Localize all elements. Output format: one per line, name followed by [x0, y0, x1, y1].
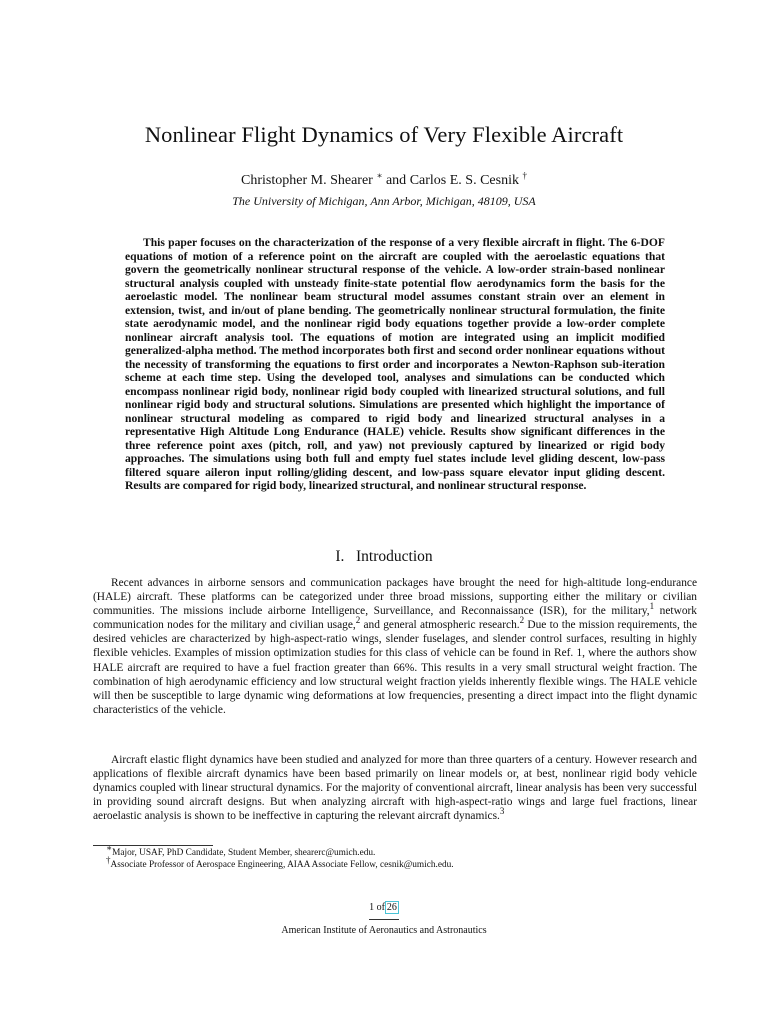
citation-ref-2: 2 [519, 615, 525, 626]
affiliation: The University of Michigan, Ann Arbor, Michigan, 48109, USA [232, 194, 536, 208]
author-2-footnote-mark: † [522, 170, 527, 181]
footnotes [106, 843, 696, 872]
page-total-link[interactable]: 26 [386, 902, 397, 913]
text-run: Due to the mission requirements, the desired vehicles are characterized by high-aspect-ratio wings, slender fuselages, and slender control surfaces, resulting in highly flexible vehicles. Examples of mission optimization studies for this class of vehicle can be found in Ref. 1, where the authors show HALE aircraft are required to have a fuel fraction greater than 66%. This results in a very small structural weight fraction. The combination of high aerodynamic efficiency and low structural weight fraction yields inherently flexible wings. The HALE vehicle will then be susceptible to large dynamic wing deformations at low frequencies, presenting a direct impact into the flight dynamic characteristics of the vehicle. [93, 619, 697, 716]
author-1: Christopher M. Shearer [241, 173, 373, 188]
text-run: network communication nodes for the military and civilian usage, [93, 605, 697, 632]
publisher: American Institute of Aeronautics and Astronautics [281, 925, 487, 936]
text-run: and general atmospheric research. [360, 619, 520, 632]
author-line [0, 170, 768, 189]
footnote-mark: ∗ [106, 843, 113, 853]
text-run: Aircraft elastic flight dynamics have been studied and analyzed for more than three quarters of a century. However research and applications of flexible aircraft dynamics have been based primarily on linear models or, at best, nonlinear rigid body vehicle dynamics coupled with linear structural dynamics. For the majority of conventional aircraft, linear analysis has been very successful in providing sound aircraft designs. But when analyzing aircraft with high-aspect-ratio wings and large fuel fractions, linear aeroelastic analysis is shown to be ineffective in capturing the relevant aircraft dynamics. [93, 754, 697, 823]
author-2: Carlos E. S. Cesnik [409, 173, 519, 188]
citation-ref-2: 2 [355, 615, 361, 626]
footnote-text: Major, USAF, PhD Candidate, Student Member, shearerc@umich.edu. [112, 848, 376, 859]
section-number: I. [335, 548, 345, 565]
page-current: 1 [369, 902, 375, 913]
paper-title: Nonlinear Flight Dynamics of Very Flexible Aircraft [144, 122, 624, 147]
footer-divider [369, 919, 399, 920]
footnote-mark: † [106, 854, 111, 865]
intro-paragraph-2 [93, 753, 697, 823]
intro-paragraph-1 [93, 576, 697, 717]
author-conjunction: and [385, 173, 407, 188]
text-run: Recent advances in airborne sensors and communication packages have brought the need for high-altitude long-endurance (HALE) aircraft. These platforms can be categorized under three broad missions, supporting either the military or civilian communities. The missions include airborne Intelligence, Surveillance, and Reconnaissance (ISR), for the military, [93, 577, 697, 618]
footnote-text: Associate Professor of Aerospace Engineering, AIAA Associate Fellow, cesnik@umich.edu. [110, 859, 454, 870]
section-heading-introduction [0, 548, 768, 566]
footnote-2 [106, 854, 696, 872]
footnote-1 [106, 843, 696, 860]
citation-ref-1: 1 [649, 601, 655, 612]
page-of: of [376, 902, 385, 913]
section-title: Introduction [356, 548, 433, 565]
author-1-footnote-mark: ∗ [376, 170, 383, 181]
abstract: This paper focuses on the characterization of the response of a very flexible aircraft in flight. The 6-DOF equations of motion of a reference point on the aircraft are coupled with the aeroelastic equations that govern the geometrically nonlinear structural response of the vehicle. A low-order strain-based nonlinear structural analysis coupled with unsteady finite-state potential flow aerodynamics form the basis for the aeroelastic model. The nonlinear beam structural model assumes constant strain over an element in extension, twist, and in/out of plane bending. The geometrically nonlinear structural formulation, the finite state aerodynamic model, and the nonlinear rigid body equations together provide a low-order complete nonlinear aircraft analysis tool. The equations of motion are integrated using an implicit modified generalized-alpha method. The method incorporates both first and second order nonlinear equations without the necessity of transforming the equations to first order and incorporates a Newton-Raphson sub-iteration scheme at each time step. Using the developed tool, analyses and simulations can be conducted which encompass nonlinear rigid body, nonlinear rigid body coupled with linearized structural solutions, and full nonlinear rigid body and structural solutions. Simulations are presented which highlight the importance of nonlinear structural modeling as compared to rigid body and linearized structural analyses in a representative High Altitude Long Endurance (HALE) vehicle. Results show significant differences in the three reference point axes (pitch, roll, and yaw) not previously captured by linearized or rigid body approaches. The simulations using both full and empty fuel states include level gliding descent, low-pass filtered square aileron input rolling/gliding descent, and low-pass square elevator input gliding descent. Results are compared for rigid body, linearized structural, and nonlinear structural response. [125, 236, 665, 492]
page-number [0, 902, 768, 913]
citation-ref-3: 3 [499, 806, 505, 817]
